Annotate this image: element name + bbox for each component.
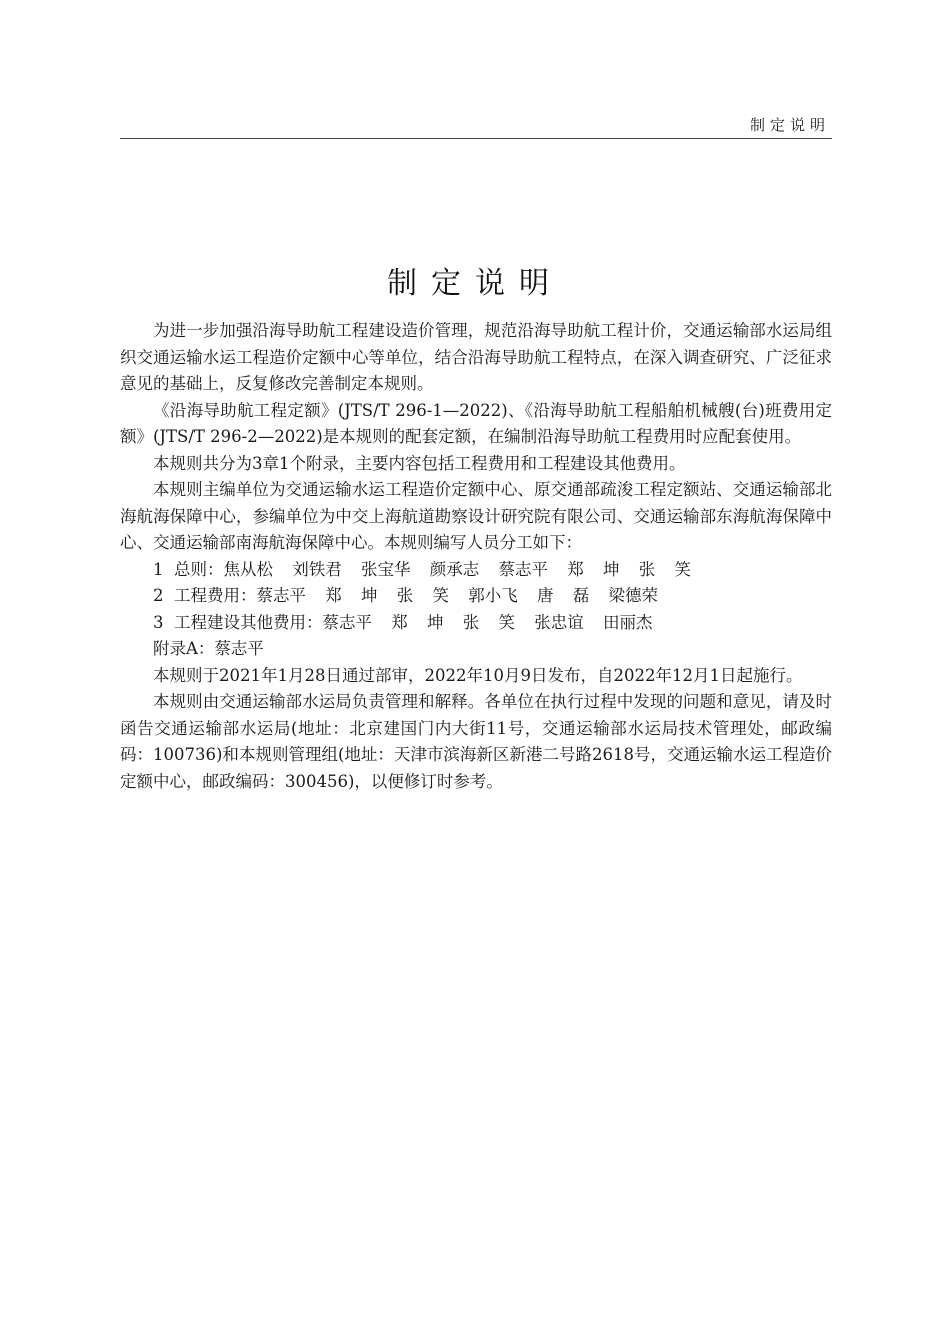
running-header: 制定说明 (749, 116, 830, 134)
assignment-names: 蔡志平 郑 坤 张 笑 郭小飞 唐 磊 梁德荣 (256, 586, 658, 605)
assignment-number: 1 (153, 559, 164, 579)
paragraph-effective-date: 本规则于2021年1月28日通过部审，2022年10月9日发布，自2022年12月1日起施行。 (153, 665, 803, 685)
assignment-number: 2 (153, 586, 164, 605)
assignment-item (120, 583, 832, 610)
paragraph-editors: 本规则主编单位为交通运输水运工程造价定额中心、原交通部疏浚工程定额站、交通运输部北海航海保障中心，参编单位为中交上海航道勘察设计研究院有限公司、交通运输部东海航海保障中心、交通运输部南海航海保障中心。本规则编写人员分工如下： (120, 480, 832, 552)
paragraph-supporting-quotas: 《沿海导助航工程定额》(JTS/T 296-1—2022)、《沿海导助航工程船舶机械艘(台)班费用定额》(JTS/T 296-2—2022)是本规则的配套定额，在编制沿海导助航工程费用时应配套使用。 (120, 400, 832, 446)
assignment-item-appendix (120, 636, 832, 663)
paragraph-structure: 本规则共分为3章1个附录，主要内容包括工程费用和工程建设其他费用。 (153, 453, 686, 473)
assignment-label: 附录A： (153, 639, 215, 658)
assignment-label: 工程费用： (174, 586, 257, 605)
assignment-item (120, 557, 832, 584)
header-rule (120, 138, 832, 139)
assignment-label: 总则： (174, 559, 224, 579)
assignment-number: 3 (153, 612, 164, 632)
assignment-names: 焦从松 刘铁君 张宝华 颜承志 蔡志平 郑 坤 张 笑 (223, 559, 691, 579)
page-title: 制定说明 (387, 266, 563, 301)
assignment-names: 蔡志平 郑 坤 张 笑 张忠谊 田丽杰 (322, 612, 653, 632)
assignment-label: 工程建设其他费用： (174, 612, 323, 632)
assignment-names: 蔡志平 (214, 639, 264, 658)
assignment-item (120, 610, 832, 637)
paragraph-intro: 为进一步加强沿海导助航工程建设造价管理，规范沿海导助航工程计价，交通运输部水运局组织交通运输水运工程造价定额中心等单位，结合沿海导助航工程特点，在深入调查研究、广泛征求意见的基础上，反复修改完善制定本规则。 (120, 321, 832, 393)
paragraph-management: 本规则由交通运输部水运局负责管理和解释。各单位在执行过程中发现的问题和意见，请及时函告交通运输部水运局(地址：北京建国门内大街11号，交通运输部水运局技术管理处，邮政编码：100736)和本规则管理组(地址：天津市滨海新区新港二号路2618号，交通运输水运工程造价定额中心，邮政编码：300456)，以便修订时参考。 (120, 692, 832, 791)
document-body (120, 318, 832, 795)
